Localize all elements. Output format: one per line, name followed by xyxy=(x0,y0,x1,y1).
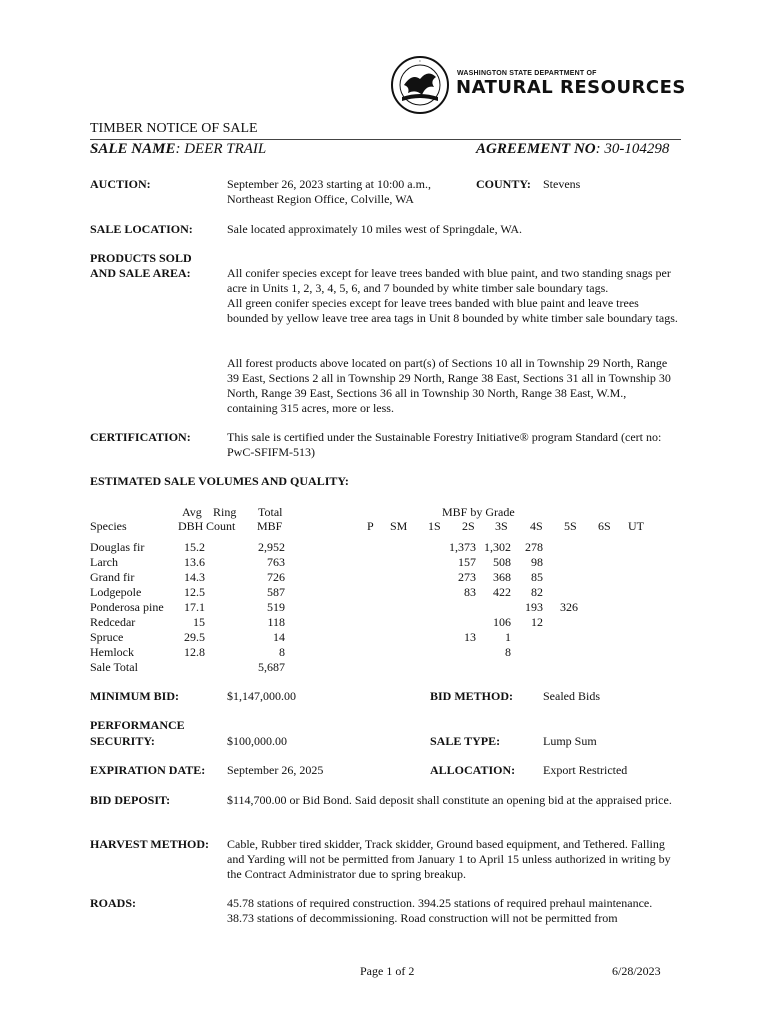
performance-label-2: SECURITY: xyxy=(90,734,155,748)
grade-header: SM xyxy=(390,519,408,533)
certification-label: CERTIFICATION: xyxy=(90,430,191,444)
value-cell: 157 xyxy=(458,555,476,569)
value-cell: 12 xyxy=(531,615,543,629)
bid-method-label: BID METHOD: xyxy=(430,689,514,703)
min-bid-label: MINIMUM BID: xyxy=(90,689,179,703)
grade-header: 5S xyxy=(564,519,577,533)
value-cell: 193 xyxy=(525,600,543,614)
value-cell: 15.2 xyxy=(184,540,205,554)
value-cell: 1,373 xyxy=(449,540,476,554)
hdr-avg: Avg xyxy=(182,505,202,519)
products-label-1: PRODUCTS SOLD xyxy=(90,251,192,265)
harvest-method-value: Cable, Rubber tired skidder, Track skidder, Ground based equipment, and Tethered. Falling and Yarding will not be permitted from January 1 to April 15 unless authorized in writing by the Contract Administrator due to spring breakup. xyxy=(227,837,671,881)
sale-name xyxy=(90,141,266,158)
allocation-value: Export Restricted xyxy=(543,763,628,777)
sale-name-label: SALE NAME xyxy=(90,141,176,157)
dept-name-small: WASHINGTON STATE DEPARTMENT OF xyxy=(457,70,597,77)
hdr-ring: Ring xyxy=(213,505,237,519)
value-cell: 1 xyxy=(505,630,511,644)
value-cell: 1,302 xyxy=(484,540,511,554)
performance-label-1: PERFORMANCE xyxy=(90,718,185,732)
grade-header: 2S xyxy=(462,519,475,533)
value-cell: 106 xyxy=(493,615,511,629)
value-cell: 587 xyxy=(267,585,285,599)
value-cell: 8 xyxy=(279,645,285,659)
grade-header: UT xyxy=(628,519,644,533)
species-cell: Sale Total xyxy=(90,660,138,674)
hdr-total: Total xyxy=(258,505,283,519)
value-cell: 14 xyxy=(273,630,285,644)
grade-header: 4S xyxy=(530,519,543,533)
value-cell: 17.1 xyxy=(184,600,205,614)
value-cell: 82 xyxy=(531,585,543,599)
value-cell: 519 xyxy=(267,600,285,614)
hdr-count: Count xyxy=(206,519,236,533)
notice-title: TIMBER NOTICE OF SALE xyxy=(90,121,258,136)
hdr-species: Species xyxy=(90,519,127,533)
sale-type-label: SALE TYPE: xyxy=(430,734,501,748)
products-paragraph-1: All conifer species except for leave trees banded with blue paint, and two standing snags per acre in Units 1, 2, 3, 4, 5, 6, and 7 bounded by white timber sale boundary tags. xyxy=(227,266,671,295)
certification-value: This sale is certified under the Sustainable Forestry Initiative® program Standard (cert no: PwC-SFIFM-513) xyxy=(227,430,662,459)
sale-location-value: Sale located approximately 10 miles west of Springdale, WA. xyxy=(227,222,523,236)
hdr-mbf: MBF xyxy=(257,519,283,533)
volumes-heading: ESTIMATED SALE VOLUMES AND QUALITY: xyxy=(90,474,349,488)
value-cell: 726 xyxy=(267,570,285,584)
value-cell: 118 xyxy=(267,615,285,629)
value-cell: 273 xyxy=(458,570,476,584)
products-label-2: AND SALE AREA: xyxy=(90,266,191,280)
bid-deposit-label: BID DEPOSIT: xyxy=(90,793,171,807)
value-cell: 8 xyxy=(505,645,511,659)
roads-value: 45.78 stations of required construction. 394.25 stations of required prehaul maintenance. 38.73 stations of decommissioning. Road construction will not be permitted from xyxy=(227,896,653,925)
products-paragraph-3: All forest products above located on part(s) of Sections 10 all in Township 29 North, Range 39 East, Sections 2 all in Township 29 North, Range 38 East, Sections 31 all in Township 30 North, Range 39 East, Sections 36 all in Township 30 North, Range 38 East, W.M., containing 315 acres, more or less. xyxy=(227,356,671,415)
species-cell: Douglas fir xyxy=(90,540,145,554)
value-cell: 278 xyxy=(525,540,543,554)
value-cell: 83 xyxy=(464,585,476,599)
title-rule xyxy=(90,139,681,140)
value-cell: 15 xyxy=(193,615,205,629)
min-bid-value: $1,147,000.00 xyxy=(227,689,296,703)
grade-header: 1S xyxy=(428,519,441,533)
roads-label: ROADS: xyxy=(90,896,137,910)
agreement-number xyxy=(476,141,669,158)
bid-deposit-value: $114,700.00 or Bid Bond. Said deposit shall constitute an opening bid at the appraised price. xyxy=(227,793,672,807)
value-cell: 13 xyxy=(464,630,476,644)
harvest-method-label: HARVEST METHOD: xyxy=(90,837,210,851)
grade-header: 3S xyxy=(495,519,508,533)
sale-location-label: SALE LOCATION: xyxy=(90,222,193,236)
auction-line1: September 26, 2023 starting at 10:00 a.m., xyxy=(227,177,431,191)
footer-date: 6/28/2023 xyxy=(612,964,661,978)
value-cell: 422 xyxy=(493,585,511,599)
species-cell: Lodgepole xyxy=(90,585,142,599)
value-cell: 763 xyxy=(267,555,285,569)
value-cell: 12.5 xyxy=(184,585,205,599)
value-cell: 508 xyxy=(493,555,511,569)
expiration-value: September 26, 2025 xyxy=(227,763,324,777)
species-cell: Ponderosa pine xyxy=(90,600,164,614)
agreement-label: AGREEMENT NO xyxy=(476,141,596,157)
dept-name-large: NATURAL RESOURCES xyxy=(456,77,686,98)
page-number: Page 1 of 2 xyxy=(360,964,415,978)
dnr-seal-logo xyxy=(390,55,454,120)
agreement-value: : 30-104298 xyxy=(595,141,670,157)
grade-header: 6S xyxy=(598,519,611,533)
sale-name-value: : DEER TRAIL xyxy=(175,141,267,157)
value-cell: 13.6 xyxy=(184,555,205,569)
value-cell: 2,952 xyxy=(258,540,285,554)
species-cell: Grand fir xyxy=(90,570,135,584)
county-value: Stevens xyxy=(543,177,581,191)
value-cell: 98 xyxy=(531,555,543,569)
bid-method-value: Sealed Bids xyxy=(543,689,600,703)
value-cell: 5,687 xyxy=(258,660,285,674)
county-label: COUNTY: xyxy=(476,177,531,191)
expiration-label: EXPIRATION DATE: xyxy=(90,763,206,777)
value-cell: 29.5 xyxy=(184,630,205,644)
products-paragraph-2: All green conifer species except for leave trees banded with blue paint and leave trees bounded by yellow leave tree area tags in Unit 8 bounded by white timber sale boundary tags. xyxy=(227,296,678,325)
sale-type-value: Lump Sum xyxy=(543,734,597,748)
auction-label: AUCTION: xyxy=(90,177,151,191)
svg-text:·: · xyxy=(419,59,421,65)
allocation-label: ALLOCATION: xyxy=(430,763,516,777)
value-cell: 14.3 xyxy=(184,570,205,584)
auction-line2: Northeast Region Office, Colville, WA xyxy=(227,192,414,206)
hdr-mbf-by-grade: MBF by Grade xyxy=(442,505,515,519)
performance-value: $100,000.00 xyxy=(227,734,287,748)
value-cell: 12.8 xyxy=(184,645,205,659)
species-cell: Hemlock xyxy=(90,645,134,659)
species-cell: Spruce xyxy=(90,630,124,644)
grade-header: P xyxy=(367,519,374,533)
species-cell: Redcedar xyxy=(90,615,136,629)
value-cell: 85 xyxy=(531,570,543,584)
value-cell: 326 xyxy=(560,600,578,614)
species-cell: Larch xyxy=(90,555,118,569)
hdr-dbh: DBH xyxy=(178,519,204,533)
value-cell: 368 xyxy=(493,570,511,584)
seal-icon xyxy=(390,55,454,115)
